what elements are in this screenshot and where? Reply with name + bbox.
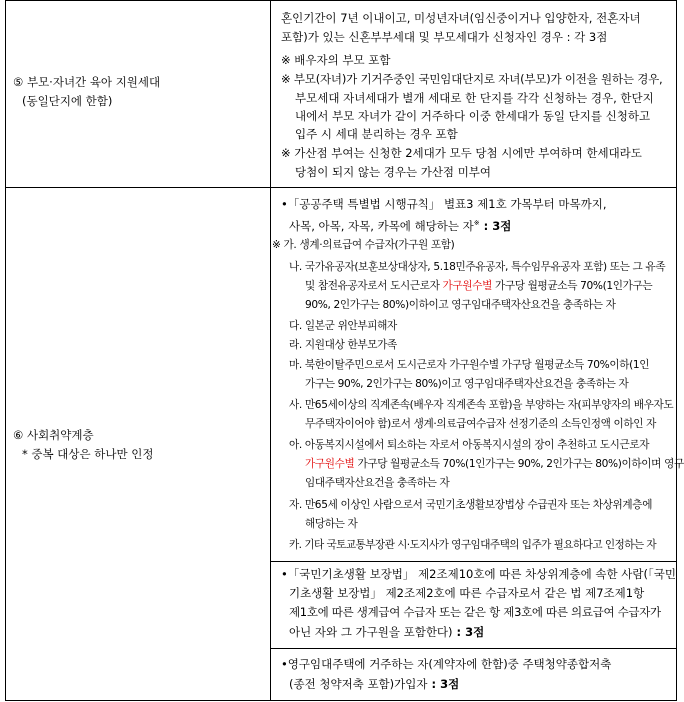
highlight-text: 가구원수별 <box>305 458 355 470</box>
item-na: 및 참전유공자로서 도시근로자 가구원수별 가구당 월평균소득 70%(1인가구는 <box>305 280 653 292</box>
item-na: 90%, 2인가구는 80%)이하이고 영구임대주택자산요건을 충족하는 자 <box>305 299 616 311</box>
row2-label-note: * 중복 대상은 하나만 인정 <box>22 447 154 461</box>
row1-label-title: ⑤ 부모·자녀간 육아 지원세대 <box>13 75 161 89</box>
item-sa: 무주택자이어야 함)로서 생계·의료급여수급자 선정기준의 소득인정액 이하인 자 <box>305 418 657 430</box>
sub2-line: 아닌 자와 그 가구원을 포함한다) : 3점 <box>289 625 485 639</box>
row1-line: ※ 배우자의 부모 포함 <box>281 53 391 67</box>
row1-line: 혼인기간이 7년 이내이고, 미성년자녀(임신중이거나 입양한자, 전혼자녀 <box>281 11 641 25</box>
row1-label-note: (동일단지에 한함) <box>22 94 113 108</box>
sub2-line: 제1호에 따른 생계급여 수급자 또는 같은 항 제3호에 따른 의료급여 수급자가 <box>289 605 661 619</box>
row2-label-title: ⑥ 사회취약계층 <box>13 428 94 442</box>
sub2-line: 기초생활 보장법」 제2조제2호에 따른 수급자로서 같은 법 제7조제1항 <box>289 586 645 600</box>
row1-line: ※ 가산점 부여는 신청한 2세대가 모두 당첨 시에만 부여하며 한세대라도 <box>281 146 642 160</box>
sub3-line: (종전 청약저축 포함)가입자 : 3점 <box>289 677 460 691</box>
highlight-text: 가구원수별 <box>442 280 492 292</box>
subrow-divider <box>271 648 677 649</box>
item-a: 가구원수별 가구당 월평균소득 70%(1인가구는 90%, 2인가구는 80%)이하이며 영구 <box>305 458 684 470</box>
sub2-line: •「국민기초생활 보장법」 제2조제10호에 따른 차상위계층에 속한 사람(「국민 <box>281 567 676 581</box>
row1-line: 부모세대 자녀세대가 별개 세대로 한 단지를 각각 신청하는 경우, 한단지 <box>295 91 654 105</box>
item-ja: 자. 만65세 이상인 사람으로서 국민기초생활보장법상 수급권자 또는 차상위계층에 <box>289 499 653 511</box>
row-divider <box>6 187 676 188</box>
row1-line: 입주 시 세대 분리하는 경우 포함 <box>295 127 458 141</box>
item-ma: 가구는 90%, 2인가구는 80%)이고 영구임대주택자산요건을 충족하는 자 <box>305 378 629 390</box>
sub1-line: 사목, 아목, 자목, 카목에 해당하는 자※ : 3점 <box>289 218 512 233</box>
item-ma: 마. 북한이탈주민으로서 도시근로자 가구원수별 가구당 월평균소득 70%이하(1인 <box>289 359 650 371</box>
item-sa: 사. 만65세이상의 직계존속(배우자 직계존속 포함)을 부양하는 자(피부양자의 배우자도 <box>289 399 674 411</box>
item-na: 나. 국가유공자(보훈보상대상자, 5.18민주유공자, 특수임무유공자 포함) 또는 그 유족 <box>289 261 666 273</box>
subrow-divider <box>271 561 677 562</box>
item-ka: 카. 기타 국토교통부장관 시·도지사가 영구임대주택의 입주가 필요하다고 인정하는 자 <box>289 539 657 551</box>
item-ra: 라. 지원대상 한부모가족 <box>289 339 397 351</box>
item-a: 임대주택자산요건을 충족하는 자 <box>305 477 450 489</box>
item-da: 다. 일본군 위안부피해자 <box>289 320 397 332</box>
item-ja: 해당하는 자 <box>305 518 358 530</box>
item-ga: ※ 가. 생계·의료급여 수급자(가구원 포함) <box>272 239 455 251</box>
sub1-line: •「공공주택 특별법 시행규칙」 별표3 제1호 가목부터 마목까지, <box>281 197 607 211</box>
column-divider <box>270 1 271 700</box>
row1-line: 당첨이 되지 않는 경우는 가산점 미부여 <box>295 165 492 179</box>
row1-line: 포함)가 있는 신혼부부세대 및 부모세대가 신청자인 경우 : 각 3점 <box>281 30 608 44</box>
item-a: 아. 아동복지시설에서 퇴소하는 자로서 아동복지시설의 장이 추천하고 도시근로자 <box>289 439 650 451</box>
row1-line: 내에서 부모 자녀가 같이 거주하다 이중 한세대가 동일 단지를 신청하고 <box>295 109 651 123</box>
sub3-line: •영구임대주택에 거주하는 자(계약자에 한함)중 주택청약종합저축 <box>281 657 612 671</box>
row1-line: ※ 부모(자녀)가 기거주중인 국민임대단지로 자녀(부모)가 이전을 원하는 경우, <box>281 72 663 86</box>
